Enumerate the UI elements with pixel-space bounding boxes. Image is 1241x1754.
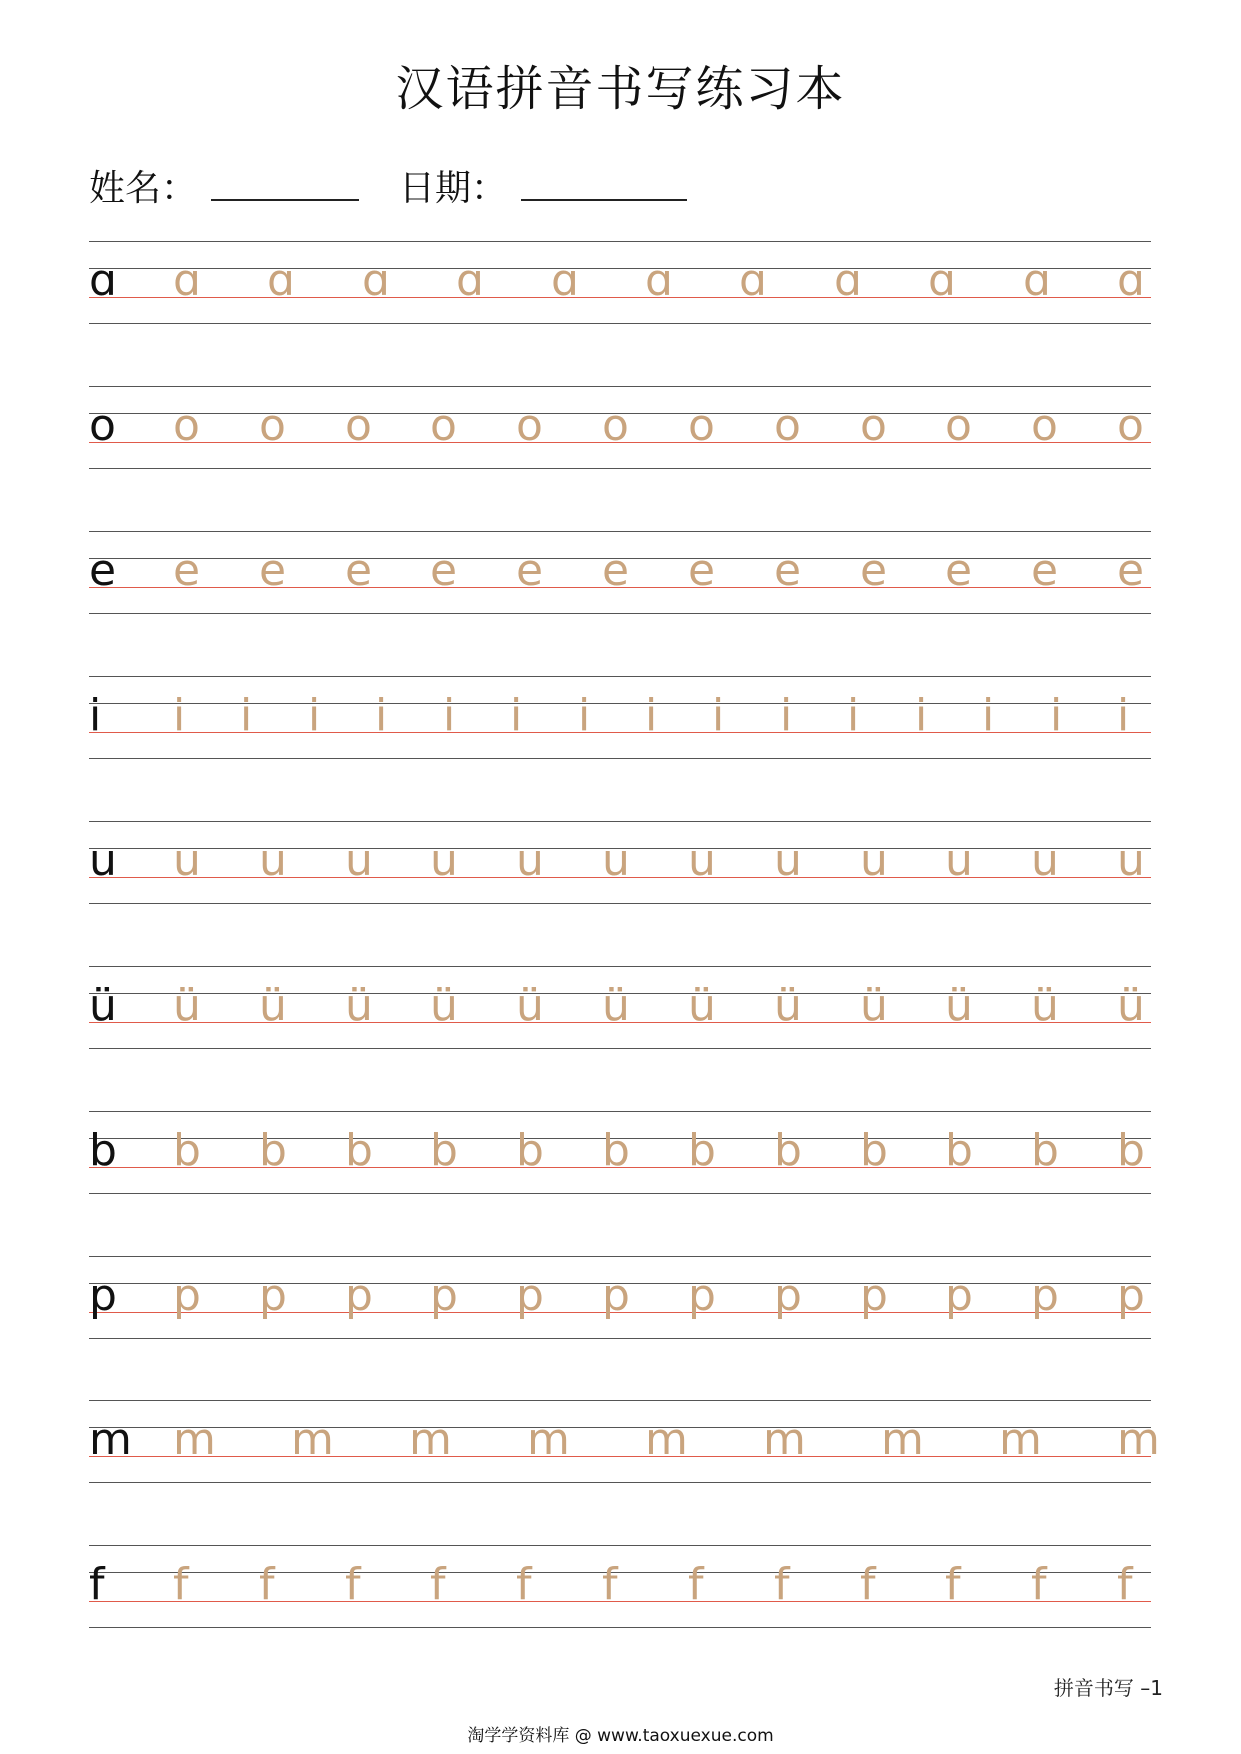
guide-line: [89, 758, 1151, 759]
trace-letter: p: [173, 1270, 201, 1321]
trace-letter: ɑ: [551, 255, 579, 306]
guide-line: [89, 1193, 1151, 1194]
trace-letter: i: [780, 690, 793, 741]
trace-letter: p: [945, 1270, 973, 1321]
trace-letter: i: [1050, 690, 1063, 741]
trace-letter: p: [345, 1270, 373, 1321]
trace-letter: e: [173, 545, 201, 596]
trace-letter: b: [173, 1125, 201, 1176]
trace-letter: f: [345, 1559, 361, 1610]
trace-letter: i: [510, 690, 523, 741]
practice-row-10: [89, 1545, 1151, 1627]
trace-letter: b: [602, 1125, 630, 1176]
trace-letter: e: [688, 545, 716, 596]
trace-letter: u: [173, 835, 201, 886]
date-label: 日期：: [399, 168, 508, 209]
trace-letter: u: [860, 835, 888, 886]
trace-letter: o: [688, 400, 715, 451]
letter-set: [89, 676, 1151, 758]
guide-line: [89, 1627, 1151, 1628]
guide-line: [89, 1048, 1151, 1049]
model-letter: ü: [89, 980, 117, 1031]
trace-letter: o: [173, 400, 200, 451]
model-letter: i: [89, 690, 102, 741]
trace-letter: i: [578, 690, 591, 741]
trace-letter: f: [860, 1559, 876, 1610]
model-letter: o: [89, 400, 116, 451]
trace-letter: u: [516, 835, 544, 886]
trace-letter: ü: [173, 980, 201, 1031]
page-number: 拼音书写 –1: [1053, 1676, 1163, 1700]
trace-letter: o: [1031, 400, 1058, 451]
trace-letter: o: [860, 400, 887, 451]
trace-letter: ɑ: [456, 255, 484, 306]
trace-letter: ü: [860, 980, 888, 1031]
trace-letter: u: [602, 835, 630, 886]
trace-letter: ü: [516, 980, 544, 1031]
trace-letter: e: [860, 545, 888, 596]
trace-letter: e: [602, 545, 630, 596]
trace-letter: ü: [602, 980, 630, 1031]
trace-letter: e: [430, 545, 458, 596]
letter-set: [89, 1111, 1151, 1193]
model-letter: b: [89, 1125, 117, 1176]
trace-letter: o: [774, 400, 801, 451]
trace-letter: b: [1117, 1125, 1145, 1176]
trace-letter: u: [688, 835, 716, 886]
trace-letter: b: [774, 1125, 802, 1176]
trace-letter: ɑ: [1023, 255, 1051, 306]
trace-letter: ɑ: [173, 255, 201, 306]
trace-letter: i: [915, 690, 928, 741]
trace-letter: o: [945, 400, 972, 451]
practice-row-7: [89, 1111, 1151, 1193]
trace-letter: m: [409, 1414, 452, 1465]
model-letter: ɑ: [89, 255, 117, 306]
trace-letter: p: [860, 1270, 888, 1321]
trace-letter: m: [291, 1414, 334, 1465]
trace-letter: ü: [1117, 980, 1145, 1031]
practice-row-9: [89, 1400, 1160, 1482]
trace-letter: b: [688, 1125, 716, 1176]
trace-letter: ɑ: [362, 255, 390, 306]
trace-letter: f: [945, 1559, 961, 1610]
name-blank-line[interactable]: [211, 198, 359, 201]
practice-row-5: [89, 821, 1151, 903]
trace-letter: p: [430, 1270, 458, 1321]
letter-set: [89, 386, 1151, 468]
trace-letter: m: [527, 1414, 570, 1465]
practice-row-2: [89, 386, 1151, 468]
guide-line: [89, 903, 1151, 904]
model-letter: e: [89, 545, 117, 596]
trace-letter: f: [1117, 1559, 1133, 1610]
trace-letter: m: [763, 1414, 806, 1465]
trace-letter: f: [602, 1559, 618, 1610]
trace-letter: ɑ: [267, 255, 295, 306]
trace-letter: f: [688, 1559, 704, 1610]
practice-row-4: [89, 676, 1151, 758]
trace-letter: b: [345, 1125, 373, 1176]
model-letter: u: [89, 835, 117, 886]
trace-letter: i: [173, 690, 186, 741]
trace-letter: ü: [430, 980, 458, 1031]
trace-letter: o: [516, 400, 543, 451]
trace-letter: p: [688, 1270, 716, 1321]
trace-letter: ɑ: [928, 255, 956, 306]
trace-letter: ɑ: [834, 255, 862, 306]
guide-line: [89, 1482, 1151, 1483]
name-label: 姓名：: [89, 168, 198, 209]
trace-letter: u: [345, 835, 373, 886]
practice-row-8: [89, 1256, 1151, 1338]
trace-letter: i: [1117, 690, 1130, 741]
model-letter: f: [89, 1559, 105, 1610]
trace-letter: ü: [945, 980, 973, 1031]
trace-letter: i: [375, 690, 388, 741]
trace-letter: p: [1031, 1270, 1059, 1321]
trace-letter: i: [308, 690, 321, 741]
trace-letter: m: [645, 1414, 688, 1465]
trace-letter: ü: [259, 980, 287, 1031]
trace-letter: b: [1031, 1125, 1059, 1176]
trace-letter: ɑ: [645, 255, 673, 306]
trace-letter: i: [712, 690, 725, 741]
trace-letter: o: [259, 400, 286, 451]
trace-letter: p: [1117, 1270, 1145, 1321]
letter-set: [89, 1400, 1160, 1482]
trace-letter: i: [982, 690, 995, 741]
trace-letter: i: [443, 690, 456, 741]
letter-set: [89, 1545, 1151, 1627]
trace-letter: u: [1031, 835, 1059, 886]
page-title: 汉语拼音书写练习本: [395, 61, 846, 117]
trace-letter: b: [430, 1125, 458, 1176]
trace-letter: i: [240, 690, 253, 741]
trace-letter: p: [774, 1270, 802, 1321]
date-blank-line[interactable]: [521, 198, 687, 201]
trace-letter: o: [345, 400, 372, 451]
letter-set: [89, 241, 1151, 323]
trace-letter: u: [945, 835, 973, 886]
practice-row-3: [89, 531, 1151, 613]
trace-letter: f: [516, 1559, 532, 1610]
trace-letter: e: [774, 545, 802, 596]
letter-set: [89, 1256, 1151, 1338]
guide-line: [89, 468, 1151, 469]
model-letter: p: [89, 1270, 117, 1321]
trace-letter: p: [516, 1270, 544, 1321]
trace-letter: b: [945, 1125, 973, 1176]
source-footer: 淘学学资料库 @ www.taoxuexue.com: [467, 1726, 774, 1746]
trace-letter: i: [645, 690, 658, 741]
trace-letter: o: [1117, 400, 1144, 451]
trace-letter: u: [430, 835, 458, 886]
model-letter: m: [89, 1414, 132, 1465]
guide-line: [89, 323, 1151, 324]
letter-set: [89, 821, 1151, 903]
trace-letter: ü: [774, 980, 802, 1031]
trace-letter: ɑ: [1117, 255, 1145, 306]
trace-letter: m: [173, 1414, 216, 1465]
letter-set: [89, 966, 1151, 1048]
trace-letter: u: [774, 835, 802, 886]
trace-letter: e: [259, 545, 287, 596]
trace-letter: u: [1117, 835, 1145, 886]
practice-row-1: [89, 241, 1151, 323]
trace-letter: m: [999, 1414, 1042, 1465]
name-date-fields: [89, 160, 687, 211]
letter-set: [89, 531, 1151, 613]
trace-letter: e: [345, 545, 373, 596]
trace-letter: f: [430, 1559, 446, 1610]
trace-letter: e: [1117, 545, 1145, 596]
trace-letter: e: [516, 545, 544, 596]
trace-letter: m: [881, 1414, 924, 1465]
trace-letter: i: [847, 690, 860, 741]
trace-letter: f: [1031, 1559, 1047, 1610]
trace-letter: ɑ: [739, 255, 767, 306]
trace-letter: b: [516, 1125, 544, 1176]
trace-letter: ü: [688, 980, 716, 1031]
guide-line: [89, 613, 1151, 614]
trace-letter: m: [1117, 1414, 1160, 1465]
practice-row-6: [89, 966, 1151, 1048]
trace-letter: b: [860, 1125, 888, 1176]
trace-letter: e: [945, 545, 973, 596]
trace-letter: e: [1031, 545, 1059, 596]
guide-line: [89, 1338, 1151, 1339]
trace-letter: p: [602, 1270, 630, 1321]
trace-letter: u: [259, 835, 287, 886]
trace-letter: f: [173, 1559, 189, 1610]
trace-letter: f: [774, 1559, 790, 1610]
trace-letter: b: [259, 1125, 287, 1176]
trace-letter: o: [430, 400, 457, 451]
trace-letter: p: [259, 1270, 287, 1321]
trace-letter: ü: [1031, 980, 1059, 1031]
trace-letter: f: [259, 1559, 275, 1610]
trace-letter: o: [602, 400, 629, 451]
trace-letter: ü: [345, 980, 373, 1031]
